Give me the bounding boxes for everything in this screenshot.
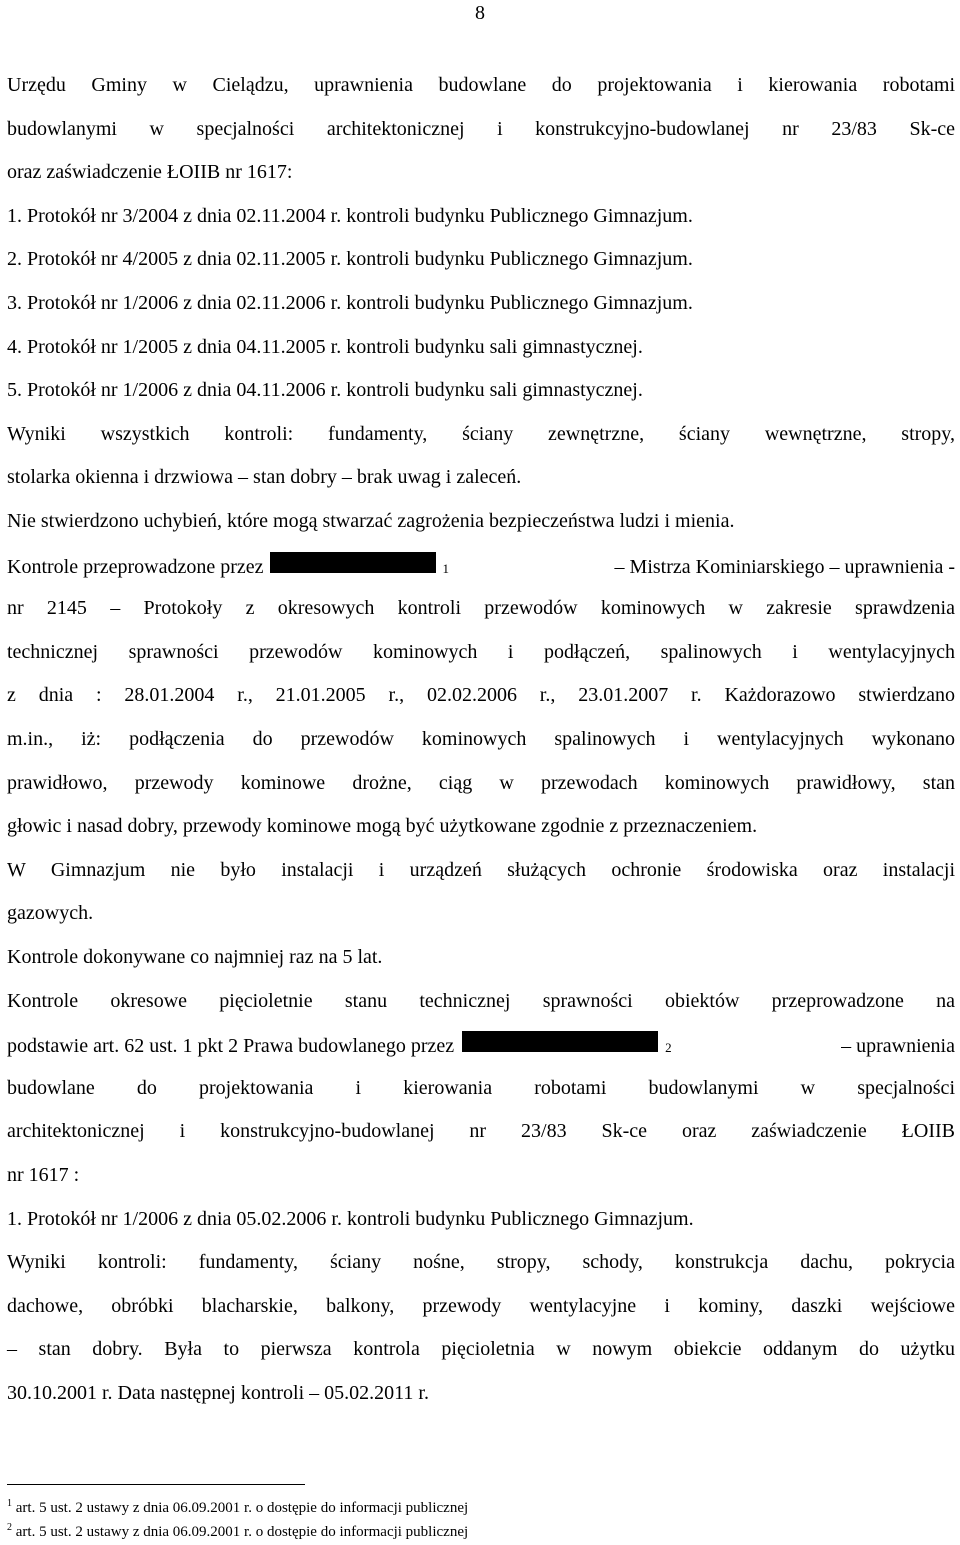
- paragraph-line: 2. Protokół nr 4/2005 z dnia 02.11.2005 r. kontroli budynku Publicznego Gimnazjum.: [7, 248, 693, 270]
- paragraph-line: dachowe, obróbki blacharskie, balkony, przewody wentylacyjne i kominy, daszki wejściowe: [7, 1295, 955, 1317]
- redacted-line-1-text-after: – Mistrza Kominiarskiego – uprawnienia -: [614, 556, 955, 578]
- paragraph-line: 30.10.2001 r. Data następnej kontroli – 05.02.2011 r.: [7, 1382, 429, 1404]
- paragraph-line: 4. Protokół nr 1/2005 z dnia 04.11.2005 r. kontroli budynku sali gimnastycznej.: [7, 336, 643, 358]
- paragraph-line: stolarka okienna i drzwiowa – stan dobry – brak uwag i zaleceń.: [7, 466, 522, 488]
- paragraph-line: głowic i nasad dobry, przewody kominowe mogą być użytkowane zgodnie z przeznaczeniem.: [7, 815, 758, 837]
- paragraph-line: Wyniki wszystkich kontroli: fundamenty, ściany zewnętrzne, ściany wewnętrzne, stropy,: [7, 423, 955, 445]
- paragraph-line: 1. Protokół nr 3/2004 z dnia 02.11.2004 r. kontroli budynku Publicznego Gimnazjum.: [7, 205, 693, 227]
- paragraph-line: budowlanymi w specjalności architektonicznej i konstrukcyjno-budowlanej nr 23/83 Sk-ce: [7, 118, 955, 140]
- redacted-line-1: [7, 552, 955, 578]
- paragraph-line: nr 1617 :: [7, 1164, 80, 1186]
- footnote-2-number: 2: [7, 1522, 12, 1533]
- footnote-2-text: art. 5 ust. 2 ustawy z dnia 06.09.2001 r. o dostępie do informacji publicznej: [15, 1524, 469, 1540]
- paragraph-line: 1. Protokół nr 1/2006 z dnia 05.02.2006 r. kontroli budynku Publicznego Gimnazjum.: [7, 1208, 694, 1230]
- paragraph-line: prawidłowo, przewody kominowe drożne, ciąg w przewodach kominowych prawidłowy, stan: [7, 772, 955, 794]
- footnote-1-number: 1: [7, 1498, 12, 1509]
- paragraph-line: Kontrole okresowe pięcioletnie stanu technicznej sprawności obiektów przeprowadzone na: [7, 990, 955, 1012]
- page-number: 8: [475, 2, 485, 24]
- paragraph-line: 3. Protokół nr 1/2006 z dnia 02.11.2006 r. kontroli budynku Publicznego Gimnazjum.: [7, 292, 693, 314]
- redacted-line-2-text-before: podstawie art. 62 ust. 1 pkt 2 Prawa budowlanego przez: [7, 1035, 455, 1057]
- paragraph-line: Nie stwierdzono uchybień, które mogą stwarzać zagrożenia bezpieczeństwa ludzi i mienia.: [7, 510, 735, 532]
- paragraph-line: W Gimnazjum nie było instalacji i urządzeń służących ochronie środowiska oraz instalacji: [7, 859, 955, 881]
- footnote-1-text: art. 5 ust. 2 ustawy z dnia 06.09.2001 r. o dostępie do informacji publicznej: [15, 1500, 469, 1516]
- paragraph-line: 5. Protokół nr 1/2006 z dnia 04.11.2006 r. kontroli budynku sali gimnastycznej.: [7, 379, 643, 401]
- footnote-2: [7, 1518, 955, 1542]
- paragraph-line: – stan dobry. Była to pierwsza kontrola pięcioletnia w nowym obiekcie oddanym do użytku: [7, 1338, 955, 1360]
- paragraph-line: budowlane do projektowania i kierowania robotami budowlanymi w specjalności: [7, 1077, 955, 1099]
- redacted-line-2-footnote-ref: 2: [665, 1040, 672, 1055]
- redacted-line-1-footnote-ref: 1: [442, 561, 450, 576]
- paragraph-line: gazowych.: [7, 902, 94, 924]
- footnote-separator: [7, 1484, 305, 1485]
- paragraph-line: oraz zaświadczenie ŁOIIB nr 1617:: [7, 161, 293, 183]
- paragraph-line: z dnia : 28.01.2004 r., 21.01.2005 r., 02.02.2006 r., 23.01.2007 r. Każdorazowo stwierdzano: [7, 684, 955, 706]
- redacted-line-2: [7, 1031, 955, 1057]
- paragraph-line: m.in., iż: podłączenia do przewodów kominowych spalinowych i wentylacyjnych wykonano: [7, 728, 955, 750]
- redacted-line-2-text-after: – uprawnienia: [841, 1035, 955, 1057]
- paragraph-line: technicznej sprawności przewodów kominowych i podłączeń, spalinowych i wentylacyjnych: [7, 641, 955, 663]
- paragraph-line: architektonicznej i konstrukcyjno-budowlanej nr 23/83 Sk-ce oraz zaświadczenie ŁOIIB: [7, 1120, 955, 1142]
- redacted-name-block: [462, 1031, 658, 1052]
- paragraph-line: Kontrole dokonywane co najmniej raz na 5 lat.: [7, 946, 383, 968]
- paragraph-line: nr 2145 – Protokoły z okresowych kontroli przewodów kominowych w zakresie sprawdzenia: [7, 597, 955, 619]
- redacted-name-block: [270, 552, 436, 573]
- redacted-line-1-text-before: Kontrole przeprowadzone przez: [7, 556, 264, 578]
- footnote-1: [7, 1494, 955, 1518]
- paragraph-line: Wyniki kontroli: fundamenty, ściany nośne, stropy, schody, konstrukcja dachu, pokrycia: [7, 1251, 955, 1273]
- paragraph-line: Urzędu Gminy w Cielądzu, uprawnienia budowlane do projektowania i kierowania robotami: [7, 74, 955, 96]
